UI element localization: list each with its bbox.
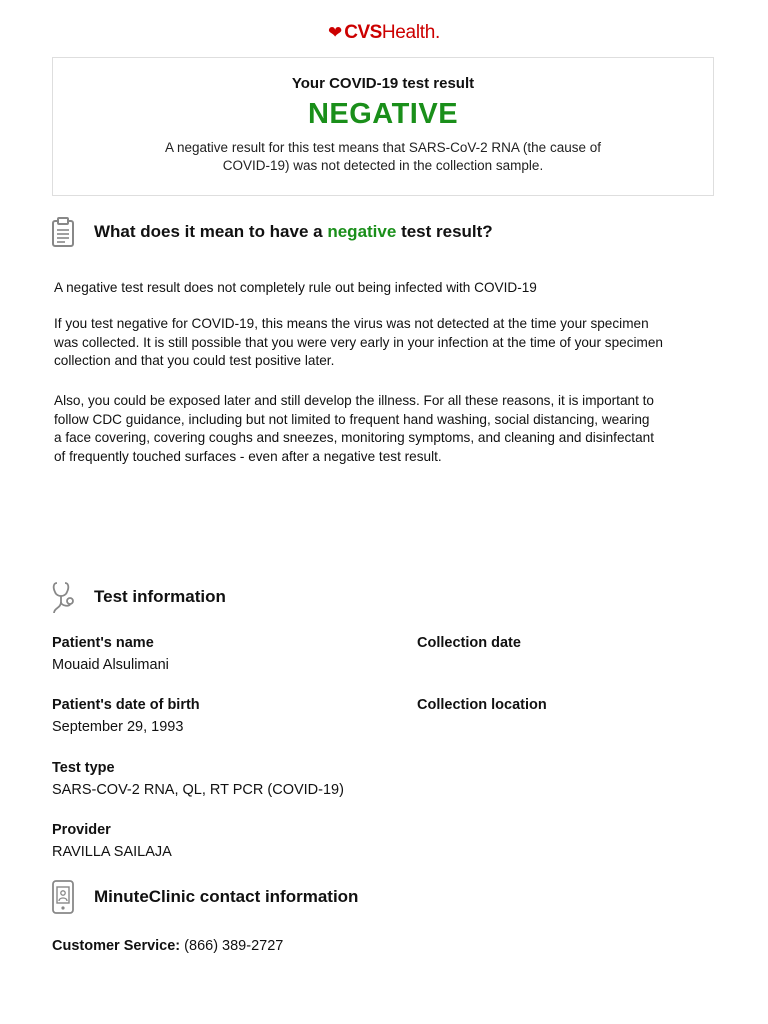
meaning-section-heading (50, 217, 493, 247)
heart-icon: ❤ (328, 23, 343, 42)
collection-location-field (417, 697, 547, 713)
negative-highlight: negative (327, 222, 397, 241)
meaning-paragraph-3: Also, you could be exposed later and still develop the illness. For all these reasons, it is important to follow CDC guidance, including but not limited to frequent hand washing, social distancing, wearing a face covering, covering coughs and sneezes, monitoring symptoms, and cleaning and disinfectant of frequently touched surfaces - even after a negative test result. (54, 393, 654, 464)
meaning-heading: What does it mean to have a negative test result? (94, 222, 493, 241)
provider-label: Provider (52, 822, 111, 838)
dob-value: September 29, 1993 (52, 719, 184, 735)
phone-icon (50, 880, 76, 914)
result-title: Your COVID-19 test result (291, 75, 475, 92)
collection-location-label: Collection location (417, 697, 547, 713)
test-info-section-heading (50, 580, 226, 614)
provider-value: RAVILLA SAILAJA (52, 844, 172, 860)
test-type-field (52, 760, 344, 798)
result-card (52, 57, 714, 196)
test-type-value: SARS-COV-2 RNA, QL, RT PCR (COVID-19) (52, 782, 344, 798)
dob-field (52, 697, 200, 735)
result-status: NEGATIVE (307, 98, 459, 130)
patient-name-value: Mouaid Alsulimani (52, 657, 169, 673)
customer-service-label: Customer Service: (52, 938, 181, 954)
collection-date-field (417, 635, 521, 651)
contact-heading: MinuteClinic contact information (94, 887, 359, 906)
dob-label: Patient's date of birth (52, 697, 200, 713)
test-type-label: Test type (52, 760, 115, 776)
patient-name-label: Patient's name (52, 635, 154, 651)
customer-service-phone[interactable]: (866) 389-2727 (184, 938, 284, 954)
customer-service-line (52, 938, 283, 954)
cvs-health-logo: ❤ CVSHealth. (328, 22, 440, 43)
test-info-heading: Test information (94, 587, 226, 606)
contact-section-heading (50, 880, 358, 914)
provider-field (52, 822, 172, 860)
patient-name-field (52, 635, 169, 673)
clipboard-icon (50, 217, 76, 247)
meaning-paragraph-1: A negative test result does not completely rule out being infected with COVID-19 (54, 280, 537, 295)
meaning-paragraph-2: If you test negative for COVID-19, this means the virus was not detected at the time your specimen was collected. It is still possible that you were very early in your infection at the time of your specimen collection and that you could test positive later. (54, 316, 663, 368)
result-description: A negative result for this test means that SARS-CoV-2 RNA (the cause of COVID-19) was not detected in the collection sample. (165, 140, 601, 173)
stethoscope-icon (50, 580, 76, 614)
collection-date-label: Collection date (417, 635, 521, 651)
